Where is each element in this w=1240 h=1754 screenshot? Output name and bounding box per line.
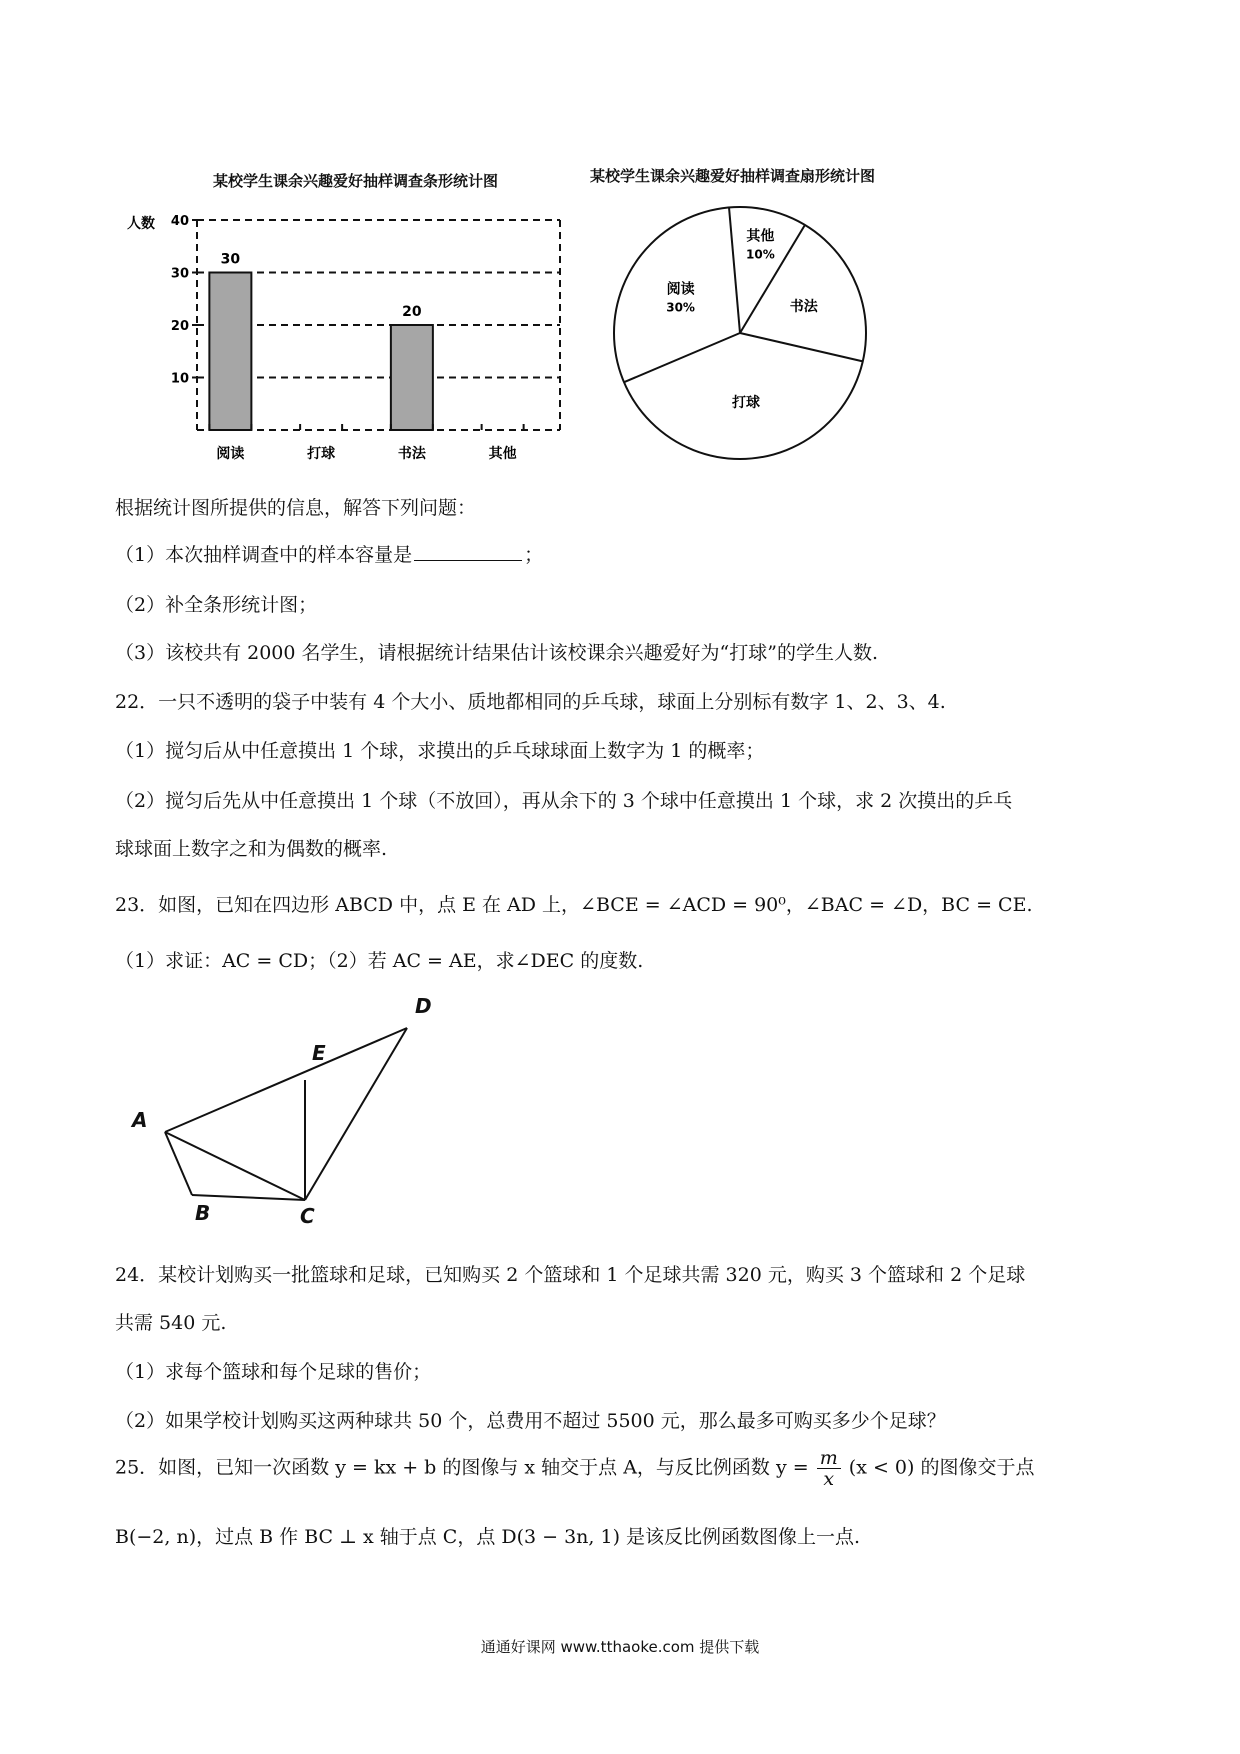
q25-line1-end: (x < 0) 的图像交于点 — [848, 1456, 1035, 1479]
q22-part2-line1: （2）搅匀后先从中任意摸出 1 个球（不放回），再从余下的 3 个球中任意摸出 1 个球，求 2 次摸出的乒乓 — [115, 790, 1013, 812]
q23-stem: 23．如图，已知在四边形 ABCD 中，点 E 在 AD 上，∠BCE = ∠ACD = 90⁰，∠BAC = ∠D，BC = CE. — [115, 894, 1033, 916]
category-label: 书法 — [397, 446, 426, 462]
intro-text: 根据统计图所提供的信息，解答下列问题： — [115, 497, 477, 519]
label-c: C — [300, 1204, 315, 1228]
category-label: 打球 — [307, 446, 336, 462]
q24-part1: （1）求每个篮球和每个足球的售价； — [115, 1361, 432, 1383]
fraction-numerator: m — [817, 1448, 841, 1469]
pie-chart-title: 某校学生课余兴趣爱好抽样调查扇形统计图 — [590, 167, 876, 185]
fraction-denominator: x — [823, 1468, 835, 1490]
category-label: 其他 — [488, 446, 517, 462]
bar-2 — [391, 325, 433, 430]
y-tick-label: 40 — [170, 214, 189, 229]
q21-part1-text: （1）本次抽样调查中的样本容量是 — [115, 544, 413, 566]
q21-part1-end: ； — [524, 544, 544, 566]
q21-part3: （3）该校共有 2000 名学生，请根据统计结果估计该校课余兴趣爱好为“打球”的学生人数. — [115, 642, 878, 664]
pie-slice-label: 打球 — [732, 395, 761, 412]
quadrilateral-figure — [120, 985, 460, 1235]
pie-slice-percent: 30% — [666, 300, 695, 315]
q22-stem: 22．一只不透明的袋子中装有 4 个大小、质地都相同的乒乓球，球面上分别标有数字 1、2、3、4. — [115, 691, 946, 713]
bar-chart-title: 某校学生课余兴趣爱好抽样调查条形统计图 — [213, 172, 499, 190]
pie-slice-percent: 10% — [746, 247, 775, 262]
label-b: B — [195, 1201, 211, 1225]
q25-line1-text: 25．如图，已知一次函数 y = kx + b 的图像与 x 轴交于点 A，与反比例函数 y = — [115, 1456, 809, 1479]
q22-part2-line2: 球球面上数字之和为偶数的概率. — [115, 838, 388, 860]
q24-part2: （2）如果学校计划购买这两种球共 50 个，总费用不超过 5500 元，那么最多可购买多少个足球？ — [115, 1410, 946, 1432]
label-e: E — [312, 1041, 326, 1065]
q21-part2: （2）补全条形统计图； — [115, 594, 318, 616]
segment-ac — [165, 1132, 305, 1200]
bar-data-label: 20 — [402, 304, 422, 320]
q25-line2: B(−2, n)，过点 B 作 BC ⊥ x 轴于点 C，点 D(3 − 3n, 1) 是该反比例函数图像上一点. — [115, 1526, 861, 1548]
q22-part1: （1）搅匀后从中任意摸出 1 个球，求摸出的乒乓球球面上数字为 1 的概率； — [115, 740, 765, 762]
pie-slice-label: 阅读 — [666, 281, 695, 298]
answer-blank — [414, 559, 522, 561]
q23-parts: （1）求证：AC = CD；（2）若 AC = AE，求∠DEC 的度数. — [115, 950, 644, 972]
bar-data-label: 30 — [220, 251, 241, 268]
q25-line1 — [115, 1448, 1034, 1489]
label-d: D — [415, 994, 432, 1018]
pie-chart — [600, 195, 880, 475]
pie-slice-label: 书法 — [789, 298, 818, 315]
fraction-m-over-x — [817, 1448, 841, 1489]
q21-part1 — [115, 540, 543, 567]
y-tick-label: 10 — [170, 371, 189, 387]
bar-0 — [209, 273, 251, 431]
pie-slice-label: 其他 — [746, 228, 775, 245]
label-a: A — [132, 1108, 148, 1132]
segment-bc — [192, 1195, 305, 1200]
q24-line1: 24．某校计划购买一批篮球和足球，已知购买 2 个篮球和 1 个足球共需 320 元，购买 3 个篮球和 2 个足球 — [115, 1264, 1026, 1286]
q24-line2: 共需 540 元. — [115, 1312, 227, 1334]
segment-ad — [165, 1028, 407, 1132]
y-tick-label: 20 — [170, 319, 189, 334]
segment-ab — [165, 1132, 192, 1195]
category-label: 阅读 — [216, 446, 245, 462]
y-axis-label: 人数 — [127, 216, 155, 232]
y-tick-label: 30 — [170, 266, 189, 282]
bar-chart — [115, 195, 575, 465]
footer-text: 通通好课网 www.tthaoke.com 提供下载 — [480, 1638, 760, 1656]
